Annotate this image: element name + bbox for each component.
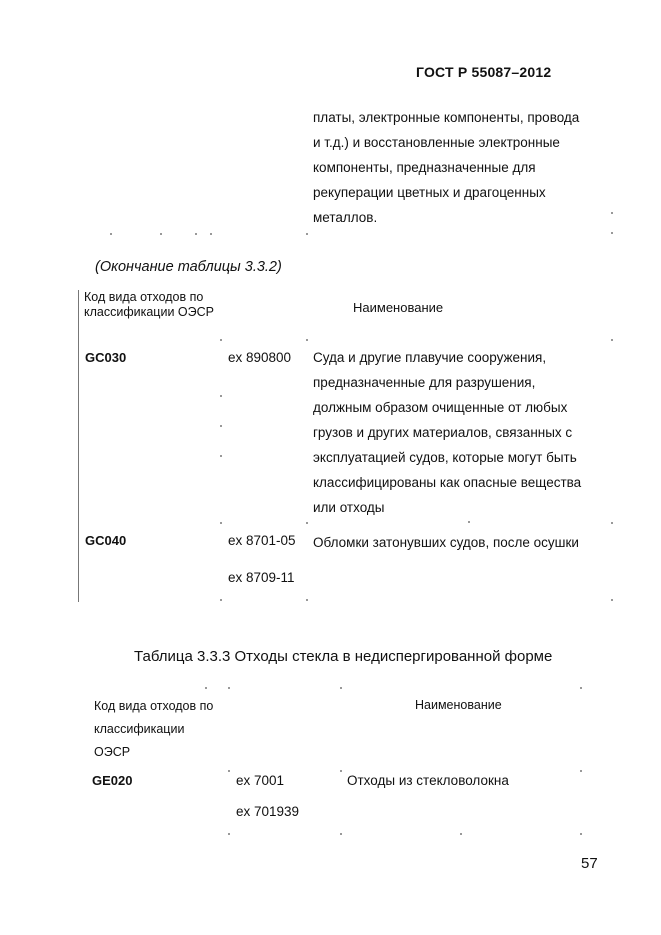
grid-dot [580, 770, 582, 772]
grid-dot [340, 833, 342, 835]
grid-dot [220, 522, 222, 524]
grid-dot [306, 599, 308, 601]
header-code-cell [94, 695, 234, 764]
grid-dot [611, 212, 613, 214]
header-code-cell: Код вида отходов по классификации ОЭСР [84, 290, 214, 319]
grid-dot [228, 770, 230, 772]
waste-code: GC030 [85, 350, 127, 365]
waste-name-line: должным образом очищенные от любых [313, 400, 568, 415]
page-number: 57 [581, 855, 598, 872]
grid-dot [306, 339, 308, 341]
grid-dot [220, 455, 222, 457]
grid-dot [306, 522, 308, 524]
header-name-cell: Наименование [415, 698, 502, 712]
waste-code: GE020 [92, 773, 133, 788]
hs-code: ex 7001 [236, 773, 285, 788]
grid-dot [306, 233, 308, 235]
continuation-line: платы, электронные компоненты, провода [313, 110, 580, 125]
hs-code: ex 890800 [228, 350, 292, 365]
table-caption: (Окончание таблицы 3.3.2) [95, 259, 282, 275]
grid-dot [195, 233, 197, 235]
grid-dot [110, 233, 112, 235]
header-code-line: Код вида отходов по [94, 699, 214, 713]
waste-code: GC040 [85, 533, 127, 548]
waste-name [313, 345, 613, 520]
grid-dot [205, 687, 207, 689]
grid-dot [611, 522, 613, 524]
document-id: ГОСТ Р 55087–2012 [416, 64, 552, 80]
grid-dot [160, 233, 162, 235]
grid-dot [580, 833, 582, 835]
waste-name-line: эксплуатацией судов, которые могут быть [313, 450, 577, 465]
continuation-line: компоненты, предназначенные для [313, 160, 536, 175]
grid-dot [228, 833, 230, 835]
grid-dot [468, 521, 470, 523]
grid-dot [460, 833, 462, 835]
grid-dot [210, 233, 212, 235]
continuation-line: и т.д.) и восстановленные электронные [313, 135, 560, 150]
continuation-text [313, 105, 613, 230]
waste-name-line: Обломки затонувших судов, после осушки [313, 535, 579, 550]
grid-dot [220, 425, 222, 427]
hs-code: ex 701939 [236, 804, 300, 819]
header-code-line: классификации [94, 722, 185, 736]
grid-dot [228, 687, 230, 689]
waste-name: Отходы из стекловолокна [347, 773, 509, 788]
grid-dot [611, 339, 613, 341]
waste-name-line: предназначенные для разрушения, [313, 375, 536, 390]
waste-name-line: Суда и другие плавучие сооружения, [313, 350, 547, 365]
hs-code: ex 8701-05 [228, 533, 296, 548]
grid-dot [611, 599, 613, 601]
continuation-line: рекуперации цветных и драгоценных [313, 185, 546, 200]
grid-dot [340, 687, 342, 689]
table-left-border [78, 290, 79, 602]
grid-dot [580, 687, 582, 689]
grid-dot [611, 232, 613, 234]
header-name-cell: Наименование [353, 300, 444, 315]
header-code-line: ОЭСР [94, 745, 131, 759]
grid-dot [220, 599, 222, 601]
waste-name-line: грузов и других материалов, связанных с [313, 425, 573, 440]
waste-name [313, 530, 613, 555]
table-title: Таблица 3.3.3 Отходы стекла в недиспергированной форме [134, 648, 553, 665]
waste-name-line: классифицированы как опасные вещества [313, 475, 582, 490]
grid-dot [220, 395, 222, 397]
waste-name-line: или отходы [313, 500, 385, 515]
grid-dot [220, 339, 222, 341]
continuation-line: металлов. [313, 210, 378, 225]
hs-code: ex 8709-11 [228, 570, 295, 585]
grid-dot [340, 770, 342, 772]
